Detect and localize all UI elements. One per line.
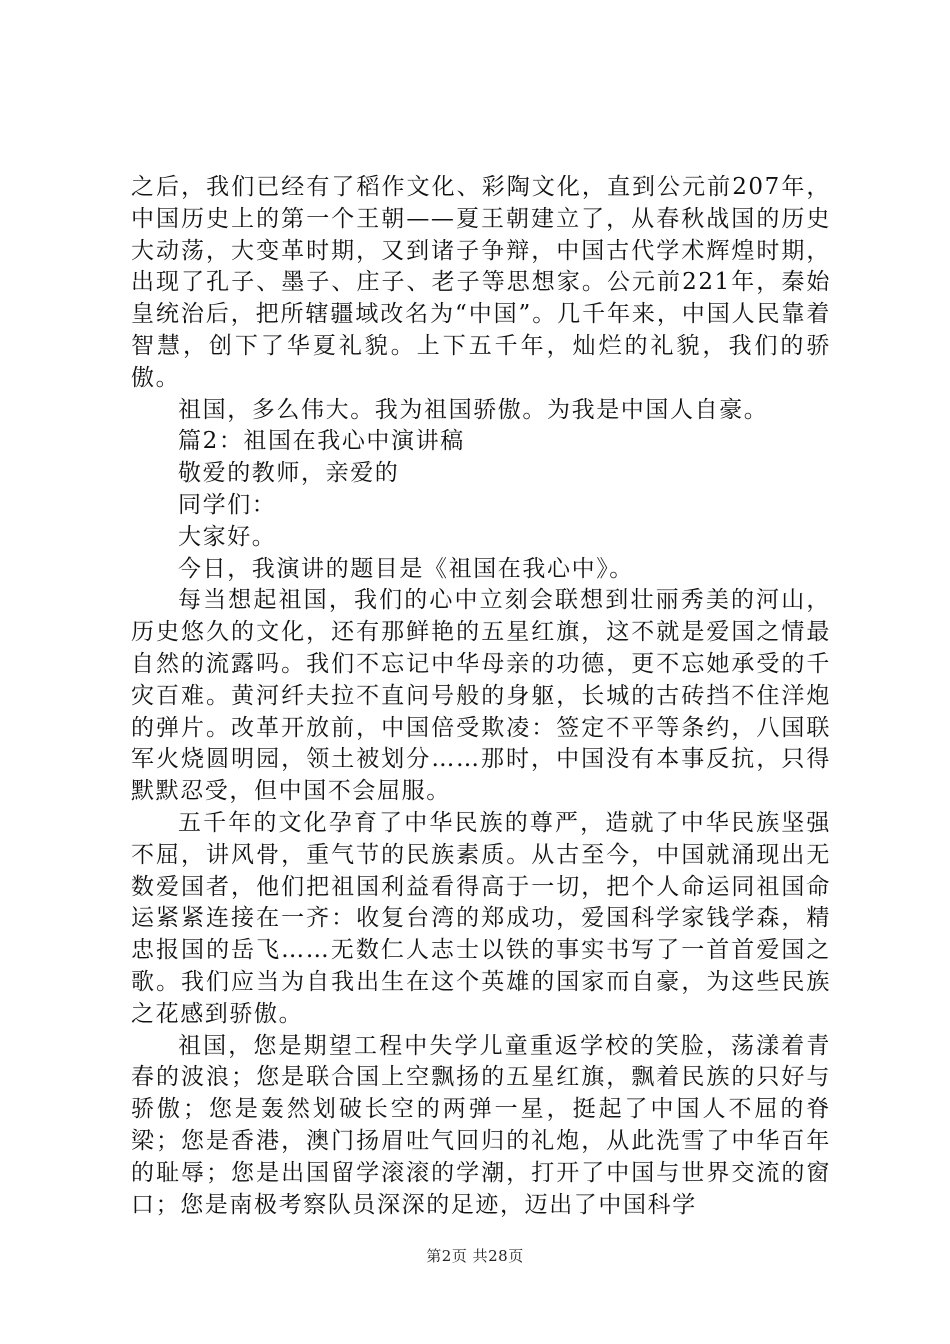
speech-title-intro: 今日，我演讲的题目是《祖国在我心中》。	[178, 555, 634, 582]
paragraph-motherland-you-are: 祖国，您是期望工程中失学儿童重返学校的笑脸，荡漾着青春的波浪；您是联合国上空飘扬的五星红旗，飘着民族的只好与骄傲；您是轰然划破长空的两弹一星，挺起了中国人不屈的脊梁；您是香港，澳门扬眉吐气回归的礼炮，从此洗雪了中华百年的耻辱；您是出国留学滚滚的学潮，打开了中国与世界交流的窗口；您是南极考察队员深深的足迹，迈出了中国科学	[131, 1032, 831, 1218]
greeting: 大家好。	[178, 523, 277, 550]
section-heading: 篇2：祖国在我心中演讲稿	[178, 428, 465, 455]
paragraph-history-continuation: 之后，我们已经有了稻作文化、彩陶文化，直到公元前207年，中国历史上的第一个王朝——夏王朝建立了，从春秋战国的历史大动荡，大变革时期，又到诸子争辩，中国古代学术辉煌时期，出现了孔子、墨子、庄子、老子等思想家。公元前221年，秦始皇统治后，把所辖疆域改名为“中国”。几千年来，中国人民靠着智慧，创下了华夏礼貌。上下五千年，灿烂的礼貌，我们的骄傲。	[131, 174, 831, 391]
paragraph-motherland-memories: 每当想起祖国，我们的心中立刻会联想到壮丽秀美的河山，历史悠久的文化，还有那鲜艳的五星红旗，这不就是爱国之情最自然的流露吗。我们不忘记中华母亲的功德，更不忘她承受的千灾百难。黄河纤夫拉不直问号般的身躯，长城的古砖挡不住洋炮的弹片。改革开放前，中国倍受欺凌：签定不平等条约，八国联军火烧圆明园，领土被划分……那时，中国没有本事反抗，只得默默忍受，但中国不会屈服。	[131, 587, 831, 805]
paragraph-national-spirit: 五千年的文化孕育了中华民族的尊严，造就了中华民族坚强不屈，讲风骨，重气节的民族素质。从古至今，中国就涌现出无数爱国者，他们把祖国利益看得高于一切，把个人命运同祖国命运紧紧连接在一齐：收复台湾的郑成功，爱国科学家钱学森，精忠报国的岳飞……无数仁人志士以铁的事实书写了一首首爱国之歌。我们应当为自我出生在这个英雄的国家而自豪，为这些民族之花感到骄傲。	[131, 809, 831, 1027]
salutation-teachers: 敬爱的教师，亲爱的	[178, 460, 400, 487]
paragraph-pride-statement: 祖国，多么伟大。我为祖国骄傲。为我是中国人自豪。	[178, 396, 769, 423]
page-number-footer: 第2页 共28页	[426, 1247, 524, 1265]
document-body	[131, 172, 831, 1221]
salutation-students: 同学们：	[178, 491, 277, 518]
